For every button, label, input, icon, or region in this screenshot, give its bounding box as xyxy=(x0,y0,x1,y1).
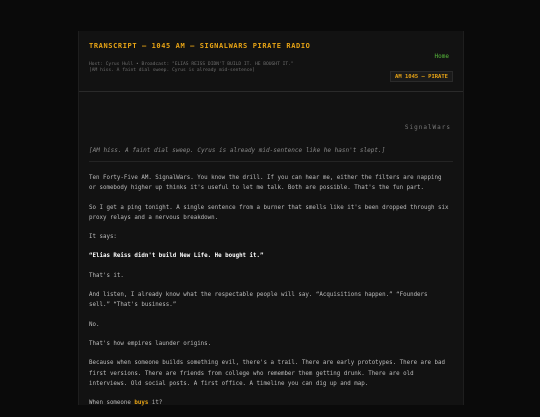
paragraph-text: it? xyxy=(148,400,163,407)
paragraph-text: When someone xyxy=(89,400,135,407)
emphasis-text: buys xyxy=(134,400,149,407)
transcript-paragraph: Because when someone builds something evil, there's a trail. There are early prototypes. There are bad first versions. There are friends from college who remember them getting drunk. There are old interviews. Old social posts. A first office. A timeline you can dig up and map. xyxy=(89,360,445,387)
home-link[interactable]: Home xyxy=(434,53,449,60)
host-line: Host: Cyrus Hull • Broadcast: "ELIAS REISS DIDN'T BUILD IT. HE BOUGHT IT." xyxy=(89,62,294,67)
page-header xyxy=(79,31,463,92)
transcript-paragraph xyxy=(89,398,451,408)
transcript-paragraph: That's how empires launder origins. xyxy=(89,340,212,347)
stage-direction: [AM hiss. A faint dial sweep. Cyrus is already mid-sentence like he hasn't slept.] xyxy=(89,147,386,154)
transcript-page xyxy=(78,31,464,405)
transcript-body xyxy=(89,173,451,417)
transcript-paragraph: That's it. xyxy=(89,272,124,279)
divider xyxy=(89,161,453,162)
brand-label: SignalWars xyxy=(404,124,451,131)
page-title: TRANSCRIPT — 1045 AM — SIGNALWARS PIRATE RADIO xyxy=(89,42,311,50)
broadcast-meta xyxy=(89,62,339,74)
transcript-paragraph: So I get a ping tonight. A single sentence from a burner that smells like it's been dropped through six proxy relays and a nervous breakdown. xyxy=(89,204,449,221)
header-description: [AM hiss. A faint dial sweep. Cyrus is already mid-sentence] xyxy=(89,68,255,73)
transcript-paragraph: It says: xyxy=(89,234,117,241)
transcript-paragraph: No. xyxy=(89,321,100,328)
station-badge: AM 1045 — PIRATE xyxy=(390,71,453,82)
quoted-message: “Elias Reiss didn't build New Life. He bought it.” xyxy=(89,253,264,260)
transcript-paragraph: Ten Forty-Five AM. SignalWars. You know the drill. If you can hear me, either the filters are napping or somebody higher up thinks it's useful to let me talk. Both are possible. That's the fun part. xyxy=(89,175,442,192)
transcript-paragraph: And listen, I already know what the respectable people will say. “Acquisitions happen.” “Founders sell.” “That's business.” xyxy=(89,292,428,309)
